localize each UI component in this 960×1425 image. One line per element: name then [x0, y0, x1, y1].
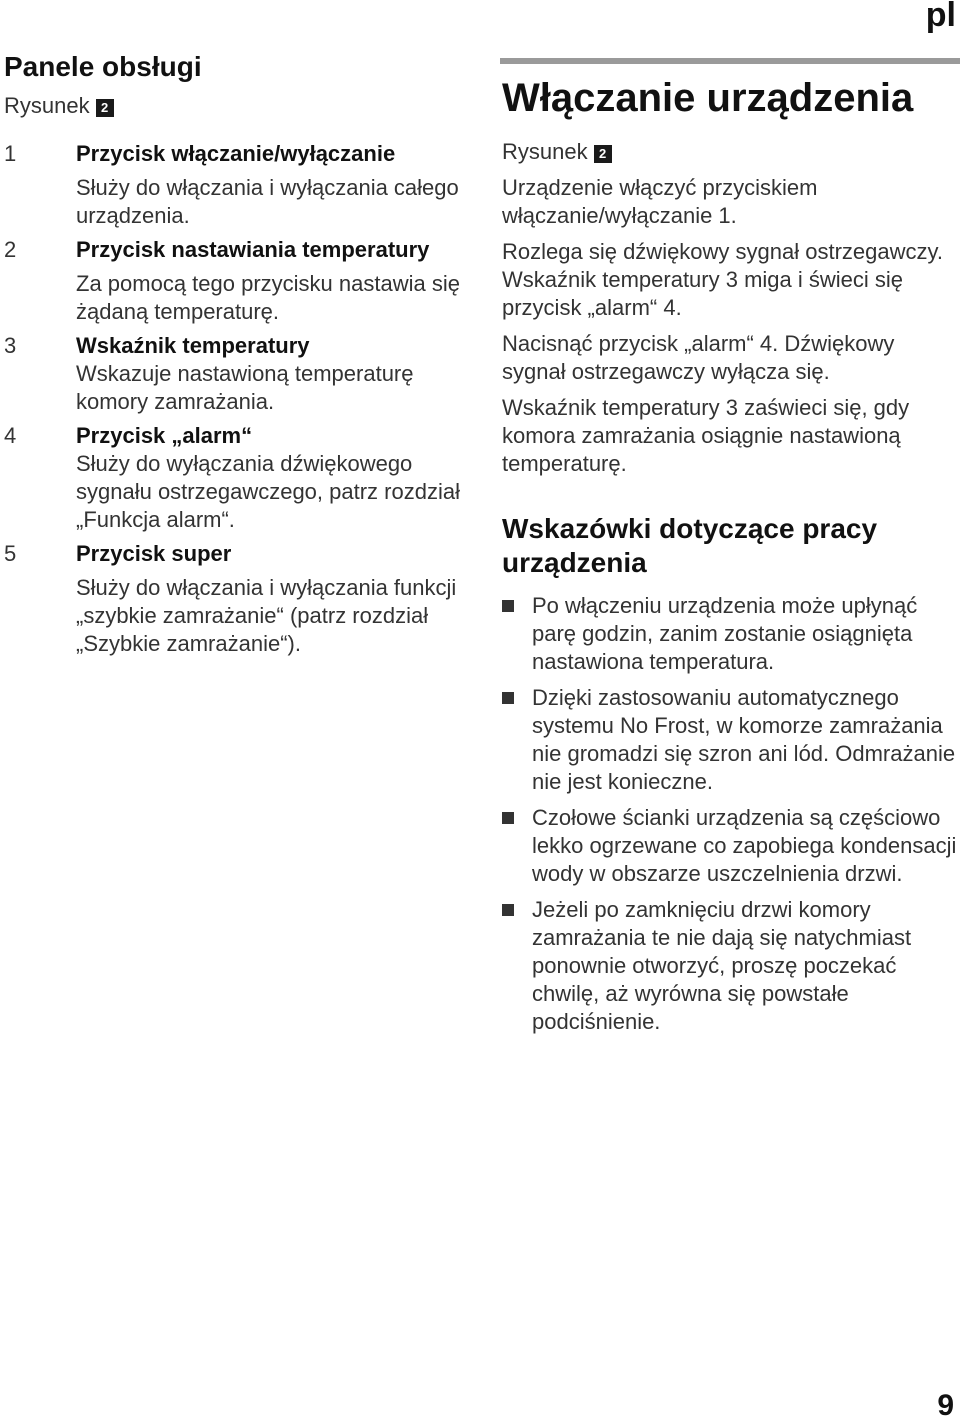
- square-bullet-icon: [502, 692, 514, 704]
- figure-number-badge: 2: [594, 145, 612, 163]
- figure-prefix: Rysunek: [4, 93, 90, 118]
- bullet-text: Jeżeli po zamknięciu drzwi komory zamrażania te nie dają się natychmiast ponownie otworzyć, proszę poczekać chwilę, aż wyrówna się powstałe podciśnienie.: [532, 897, 912, 1034]
- control-item: [4, 140, 464, 230]
- item-number: 4: [4, 423, 17, 448]
- figure-prefix: Rysunek: [502, 139, 588, 164]
- item-number: 3: [4, 333, 17, 358]
- bullet-text: Po włączeniu urządzenia może upłynąć parę godzin, zanim zostanie osiągnięta nastawiona temperatura.: [532, 593, 918, 674]
- control-panels-heading: Panele obsługi: [4, 51, 202, 82]
- control-item: [4, 540, 464, 658]
- square-bullet-icon: [502, 600, 514, 612]
- item-title: Przycisk „alarm“: [76, 423, 253, 448]
- bullet-item: [502, 804, 958, 888]
- item-description: Służy do wyłączania dźwiękowego sygnału ostrzegawczego, patrz rozdział „Funkcja alarm“.: [76, 451, 460, 532]
- paragraph: Urządzenie włączyć przyciskiem włączanie/wyłączanie 1.: [502, 175, 818, 228]
- control-item: [4, 236, 464, 326]
- bullet-text: Dzięki zastosowaniu automatycznego systemu No Frost, w komorze zamrażania nie gromadzi się szron ani lód. Odmrażanie nie jest konieczne.: [532, 685, 956, 794]
- bullet-item: [502, 592, 958, 676]
- paragraph: Rozlega się dźwiękowy sygnał ostrzegawczy. Wskaźnik temperatury 3 miga i świeci się przycisk „alarm“ 4.: [502, 239, 943, 320]
- header-rule: [500, 58, 960, 64]
- item-number: 1: [4, 141, 17, 166]
- item-title: Przycisk włączanie/wyłączanie: [76, 141, 396, 166]
- language-code: pl: [925, 0, 956, 34]
- header-rule-wrap: [500, 58, 960, 64]
- item-number: 5: [4, 541, 17, 566]
- bullet-item: [502, 896, 958, 1036]
- item-description: Służy do włączania i wyłączania całego urządzenia.: [76, 175, 459, 228]
- figure-reference: [502, 138, 958, 166]
- page-number: 9: [937, 1389, 954, 1422]
- paragraph: Nacisnąć przycisk „alarm“ 4. Dźwiękowy sygnał ostrzegawczy wyłącza się.: [502, 331, 895, 384]
- square-bullet-icon: [502, 812, 514, 824]
- paragraph: Wskaźnik temperatury 3 zaświeci się, gdy komora zamrażania osiągnie nastawioną temperaturę.: [502, 395, 910, 476]
- item-title: Przycisk super: [76, 541, 232, 566]
- control-item: [4, 422, 464, 534]
- switching-on-heading: Włączanie urządzenia: [502, 76, 914, 120]
- bullet-item: [502, 684, 958, 796]
- item-description: Wskazuje nastawioną temperaturę komory zamrażania.: [76, 361, 414, 414]
- item-description: Za pomocą tego przycisku nastawia się żądaną temperaturę.: [76, 271, 460, 324]
- operating-tips-heading: Wskazówki dotyczące pracy urządzenia: [502, 513, 878, 578]
- item-description: Służy do włączania i wyłączania funkcji „szybkie zamrażanie“ (patrz rozdział „Szybkie zamrażanie“).: [76, 575, 457, 656]
- left-column: [4, 50, 464, 664]
- bullet-text: Czołowe ścianki urządzenia są częściowo lekko ogrzewane co zapobiega kondensacji wody w obszarze uszczelnienia drzwi.: [532, 805, 957, 886]
- item-title: Wskaźnik temperatury: [76, 333, 310, 358]
- figure-number-badge: 2: [96, 99, 114, 117]
- item-title: Przycisk nastawiania temperatury: [76, 237, 430, 262]
- figure-reference: [4, 92, 464, 120]
- control-item: [4, 332, 464, 416]
- item-number: 2: [4, 237, 17, 262]
- square-bullet-icon: [502, 904, 514, 916]
- right-column: [502, 74, 958, 1044]
